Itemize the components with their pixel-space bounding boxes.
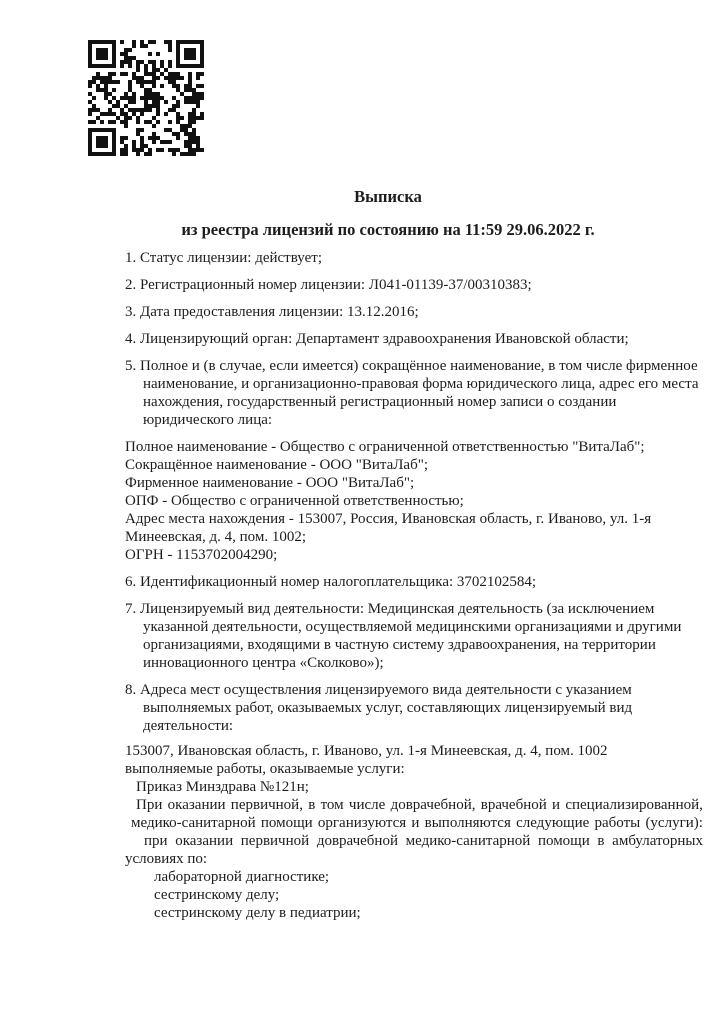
legal-address: Адрес места нахождения - 153007, Россия, Ивановская область, г. Иваново, ул. 1-я (125, 511, 652, 527)
activity-addresses-heading: 8. Адреса мест осуществления лицензируемого вида деятельности с указанием (125, 682, 632, 698)
item-5-heading: нахождения, государственный регистрационный номер записи о создании (143, 394, 617, 410)
licensed-activity: 7. Лицензируемый вид деятельности: Медицинская деятельность (за исключением (125, 601, 655, 617)
document-subtitle: из реестра лицензий по состоянию на 11:59 29.06.2022 г. (181, 220, 595, 239)
license-number: 2. Регистрационный номер лицензии: Л041-01139-37/00310383; (125, 277, 532, 293)
short-name: Сокращённое наименование - ООО "ВитаЛаб"; (125, 457, 428, 473)
service-nursing: сестринскому делу; (154, 887, 280, 903)
taxpayer-number: 6. Идентификационный номер налогоплательщика: 3702102584; (125, 574, 537, 590)
ogrn: ОГРН - 1153702004290; (125, 547, 278, 563)
works-description: При оказании первичной, в том числе доврачебной, врачебной и специализированной, (136, 797, 703, 813)
full-name: Полное наименование - Общество с ограниченной ответственностью "ВитаЛаб"; (125, 439, 645, 455)
service-lab-diagnostics: лабораторной диагностике; (154, 869, 330, 885)
qr-code-icon (88, 40, 204, 156)
item-5-heading: 5. Полное и (в случае, если имеется) сокращённое наименование, в том числе фирменное (125, 358, 698, 374)
document-title: Выписка (354, 187, 422, 206)
item-5-heading: юридического лица: (143, 412, 273, 428)
works-description: при оказании первичной доврачебной медико-санитарной помощи в амбулаторных (144, 833, 703, 849)
ministry-order: Приказ Минздрава №121н; (136, 779, 309, 795)
licensed-activity: организациями, входящими в частную систему здравоохранения, на территории (143, 637, 656, 653)
work-address: 153007, Ивановская область, г. Иваново, ул. 1-я Минеевская, д. 4, пом. 1002 (125, 743, 608, 759)
service-nursing-pediatrics: сестринскому делу в педиатрии; (154, 905, 361, 921)
licensing-authority: 4. Лицензирующий орган: Департамент здравоохранения Ивановской области; (125, 331, 629, 347)
licensed-activity: инновационного центра «Сколково»); (143, 655, 384, 671)
qr-code-image (88, 40, 204, 156)
legal-form: ОПФ - Общество с ограниченной ответственностью; (125, 493, 464, 509)
license-status: 1. Статус лицензии: действует; (125, 250, 322, 266)
license-date: 3. Дата предоставления лицензии: 13.12.2016; (125, 304, 419, 320)
document-header (64, 186, 712, 240)
item-5-heading: наименование, и организационно-правовая форма юридического лица, адрес его места (143, 376, 699, 392)
activity-addresses-heading: выполняемых работ, оказываемых услуг, составляющих лицензируемый вид (143, 700, 633, 716)
activity-addresses-heading: деятельности: (143, 718, 234, 734)
licensed-activity: указанной деятельности, осуществляемой медицинскими организациями и другими (143, 619, 682, 635)
works-description: медико-санитарной помощи организуются и выполняются следующие работы (услуги): (131, 815, 703, 831)
legal-address: Минеевская, д. 4, пом. 1002; (125, 529, 307, 545)
brand-name: Фирменное наименование - ООО "ВитаЛаб"; (125, 475, 415, 491)
works-services-heading: выполняемые работы, оказываемые услуги: (125, 761, 405, 777)
works-description: условиях по: (125, 851, 208, 867)
document-body (125, 249, 703, 922)
